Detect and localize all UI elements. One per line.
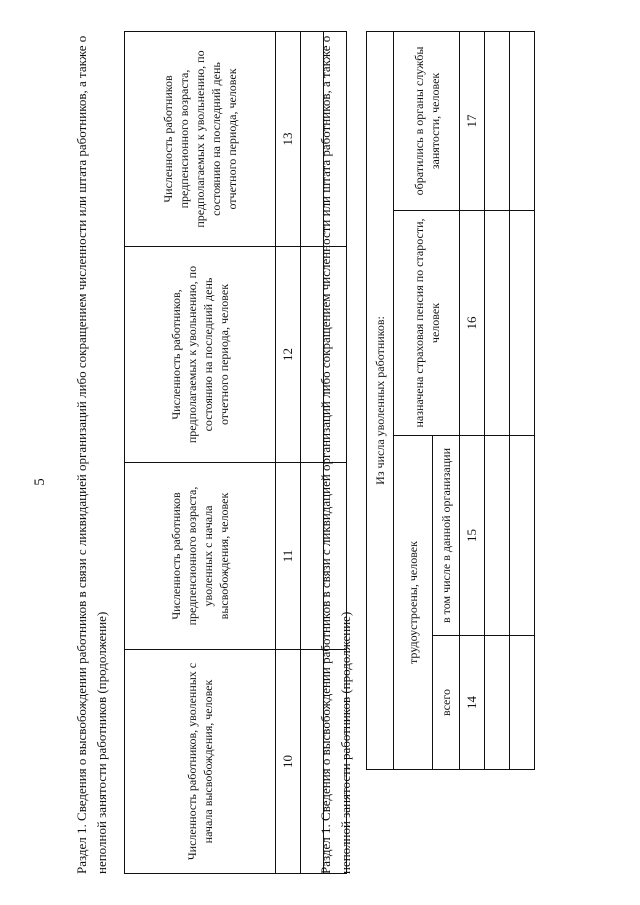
table-row xyxy=(485,31,510,769)
header-planned-dismissal-workers: Численность работников, предполагаемых к увольнению, по состоянию на последний день отчетного периода, человек xyxy=(125,247,276,463)
section2-column-number-row xyxy=(460,31,485,769)
empty-cell xyxy=(510,211,535,436)
section2-header-row xyxy=(394,31,433,769)
section1-column-number-row xyxy=(276,32,301,874)
column-number: 15 xyxy=(460,436,485,636)
pension-assigned-header: назначена страховая пенсия по старости, человек xyxy=(394,211,460,436)
employed-total-header: всего xyxy=(433,636,460,770)
column-number: 12 xyxy=(276,247,301,463)
header-dismissed-prepension-workers: Численность работников предпенсионного возраста, уволенных с начала высвобождения, человек xyxy=(125,463,276,650)
section1-table xyxy=(124,31,347,874)
section2-group-header-row xyxy=(367,31,394,769)
header-dismissed-workers: Численность работников, уволенных с начала высвобождения, человек xyxy=(125,650,276,874)
column-number: 16 xyxy=(460,211,485,436)
employed-in-organization-header: в том числе в данной организации xyxy=(433,436,460,636)
column-number: 13 xyxy=(276,32,301,247)
employment-service-header: обратились в органы службы занятости, человек xyxy=(394,31,460,210)
header-planned-dismissal-prepension-workers: Численность работников предпенсионного возраста, предполагаемых к увольнению, по состоянию на последний день отчетного периода, человек xyxy=(125,32,276,247)
empty-cell xyxy=(485,211,510,436)
empty-cell xyxy=(510,31,535,210)
section2-table xyxy=(366,31,535,770)
page-number: 5 xyxy=(32,478,48,486)
section2-caption: Раздел 1. Сведения о высвобождении работников в связи с ликвидацией организаций либо сокращением численности или штата работников, а также о неполной занятости работников (продолжение) xyxy=(318,35,353,874)
empty-cell xyxy=(485,31,510,210)
empty-cell xyxy=(485,636,510,770)
column-number: 10 xyxy=(276,650,301,874)
section1-header-row xyxy=(125,32,276,874)
column-number: 14 xyxy=(460,636,485,770)
column-number: 17 xyxy=(460,31,485,210)
section1-caption: Раздел 1. Сведения о высвобождении работников в связи с ликвидацией организаций либо сокращением численности или штата работников, а также о неполной занятости работников (продолжение) xyxy=(74,35,109,874)
rotated-page-content xyxy=(72,32,640,874)
empty-cell xyxy=(510,436,535,636)
dismissed-workers-group-header: Из числа уволенных работников: xyxy=(367,31,394,769)
empty-cell xyxy=(485,436,510,636)
employed-header: трудоустроены, человек xyxy=(394,436,433,770)
table-row xyxy=(510,31,535,769)
empty-cell xyxy=(510,636,535,770)
column-number: 11 xyxy=(276,463,301,650)
